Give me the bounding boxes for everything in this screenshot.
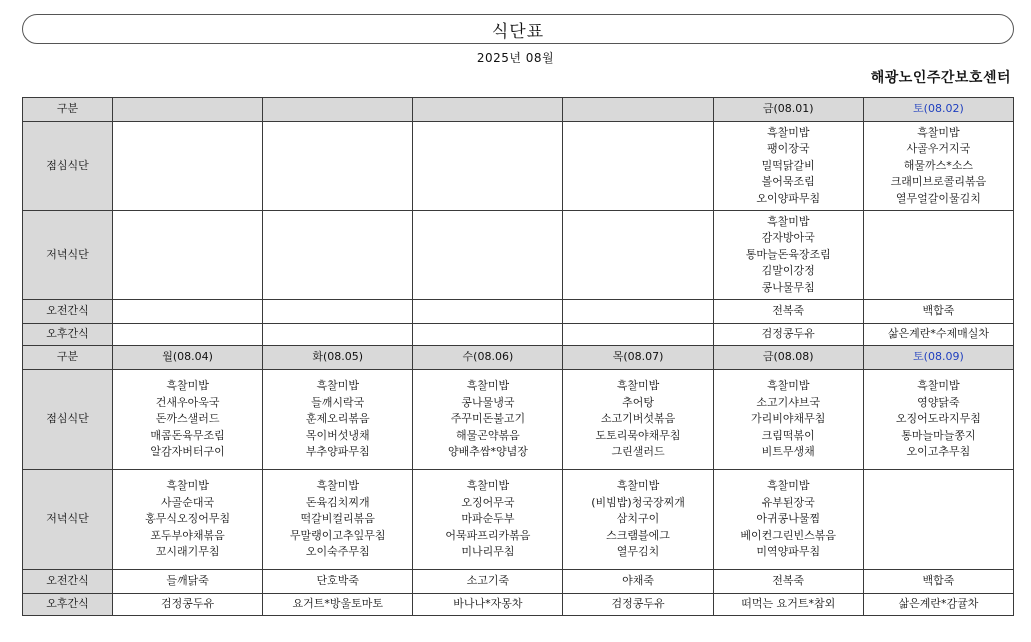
menu-item: 알감자버터구이 <box>150 445 225 459</box>
row-label-pm_snack: 오후간식 <box>23 594 113 616</box>
week2-lunch-row <box>23 370 1014 470</box>
menu-item: 흑찰미밥 <box>616 479 660 493</box>
day-header <box>563 98 713 122</box>
menu-item: 무말랭이고추잎무침 <box>289 528 386 542</box>
lunch-menu-cell <box>563 370 713 470</box>
menu-item: 들깨시락국 <box>311 395 365 409</box>
day-header: 화(08.05) <box>263 346 413 370</box>
menu-item: 콩나물냉국 <box>461 395 515 409</box>
day-header: 목(08.07) <box>563 346 713 370</box>
menu-item: 사골순대국 <box>161 495 215 509</box>
snack-cell <box>113 324 263 346</box>
menu-item: 돈육김치찌개 <box>305 495 370 509</box>
week2-header-row <box>23 346 1014 370</box>
menu-item: 홍무식오징어무침 <box>145 512 231 526</box>
day-header: 금(08.01) <box>713 98 863 122</box>
menu-item: 비트무생채 <box>761 445 815 459</box>
week1-pm_snack-row <box>23 324 1014 346</box>
menu-item: 흑찰미밥 <box>316 379 359 393</box>
dinner-menu-cell <box>713 470 863 570</box>
row-label-lunch: 점심식단 <box>23 122 113 211</box>
dinner-menu-cell <box>263 211 413 300</box>
lunch-menu-cell <box>113 370 263 470</box>
menu-item: 떡갈비컬리볶음 <box>300 512 375 526</box>
snack-cell <box>413 324 563 346</box>
menu-item: 도토리묵야채무침 <box>595 428 681 442</box>
menu-item: 스크램블에그 <box>606 528 670 542</box>
menu-item: 오징어무국 <box>461 495 515 509</box>
menu-item: 감자방아국 <box>761 231 815 245</box>
menu-item: 영양닭죽 <box>917 395 960 409</box>
menu-item: 소고기버섯볶음 <box>600 412 676 426</box>
menu-item: 사골우거지국 <box>906 142 971 156</box>
dinner-menu-cell <box>863 470 1013 570</box>
menu-item: 크래미브로콜리볶음 <box>890 175 987 189</box>
week2-am_snack-row <box>23 570 1014 594</box>
lunch-menu-cell <box>563 122 713 211</box>
menu-item: 흑찰미밥 <box>766 214 810 228</box>
row-label-header: 구분 <box>23 98 113 122</box>
snack-cell: 전복죽 <box>713 300 863 324</box>
menu-item: (비빔밥)청국장찌개 <box>591 495 685 509</box>
menu-item: 밀떡닭갈비 <box>761 158 815 172</box>
row-label-am_snack: 오전간식 <box>23 570 113 594</box>
menu-item: 주꾸미돈불고기 <box>450 412 526 426</box>
menu-item: 목이버섯냉채 <box>305 428 370 442</box>
menu-item: 오이양파무침 <box>756 191 821 205</box>
menu-item: 흑찰미밥 <box>166 379 209 393</box>
menu-item: 흑찰미밥 <box>616 379 660 393</box>
snack-cell <box>563 324 713 346</box>
lunch-menu-cell <box>713 122 863 211</box>
row-label-lunch: 점심식단 <box>23 370 113 470</box>
menu-item: 팽이장국 <box>766 142 810 156</box>
menu-item: 김말이강정 <box>761 264 815 278</box>
week1-header-row <box>23 98 1014 122</box>
menu-item: 흑찰미밥 <box>466 379 510 393</box>
menu-item: 양배추쌈*양념장 <box>447 445 528 459</box>
menu-item: 흑찰미밥 <box>917 125 960 139</box>
menu-table <box>22 97 1014 616</box>
week1-lunch-row <box>23 122 1014 211</box>
menu-table-body <box>23 98 1014 616</box>
day-header: 토(08.09) <box>863 346 1013 370</box>
row-label-dinner: 저녁식단 <box>23 211 113 300</box>
menu-item: 오징어도라지무침 <box>895 412 981 426</box>
menu-item: 추어탕 <box>622 395 654 409</box>
day-header: 수(08.06) <box>413 346 563 370</box>
day-header <box>113 98 263 122</box>
snack-cell <box>413 300 563 324</box>
day-header <box>413 98 563 122</box>
menu-item: 흑찰미밥 <box>766 379 810 393</box>
snack-cell: 백합죽 <box>863 570 1013 594</box>
lunch-menu-cell <box>863 122 1013 211</box>
dinner-menu-cell <box>263 470 413 570</box>
center-name: 해광노인주간보호센터 <box>870 70 1011 86</box>
menu-item: 열무얼갈이물김치 <box>895 191 981 205</box>
menu-item: 흑찰미밥 <box>166 479 209 493</box>
row-label-header: 구분 <box>23 346 113 370</box>
snack-cell: 검정콩두유 <box>563 594 713 616</box>
menu-item: 오이고추무침 <box>906 445 971 459</box>
row-label-am_snack: 오전간식 <box>23 300 113 324</box>
lunch-menu-cell <box>113 122 263 211</box>
menu-item: 훈제오리볶음 <box>305 412 370 426</box>
dinner-menu-cell <box>113 470 263 570</box>
menu-item: 매콤돈육무조림 <box>150 428 225 442</box>
snack-cell: 백합죽 <box>863 300 1013 324</box>
menu-item: 건새우아욱국 <box>155 395 220 409</box>
lunch-menu-cell <box>263 122 413 211</box>
lunch-menu-cell <box>263 370 413 470</box>
day-header <box>263 98 413 122</box>
snack-cell: 삶은계란*감귤차 <box>863 594 1013 616</box>
snack-cell <box>263 324 413 346</box>
menu-item: 흑찰미밥 <box>917 379 960 393</box>
page-title: 식단표 <box>491 21 545 42</box>
menu-item: 크림떡볶이 <box>761 428 815 442</box>
snack-cell <box>563 300 713 324</box>
row-label-dinner: 저녁식단 <box>23 470 113 570</box>
lunch-menu-cell <box>863 370 1013 470</box>
day-header: 금(08.08) <box>713 346 863 370</box>
dinner-menu-cell <box>413 211 563 300</box>
menu-item: 베이컨그린빈스볶음 <box>740 528 837 542</box>
dinner-menu-cell <box>413 470 563 570</box>
menu-item: 통마늘돈육장조림 <box>745 247 831 261</box>
snack-cell: 전복죽 <box>713 570 863 594</box>
dinner-menu-cell <box>113 211 263 300</box>
menu-item: 해물까스*소스 <box>903 158 974 172</box>
snack-cell: 바나나*자몽차 <box>413 594 563 616</box>
menu-item: 삼치구이 <box>616 512 660 526</box>
snack-cell: 검정콩두유 <box>713 324 863 346</box>
week1-am_snack-row <box>23 300 1014 324</box>
snack-cell: 야채죽 <box>563 570 713 594</box>
menu-item: 콩나물무침 <box>761 280 815 294</box>
week2-dinner-row <box>23 470 1014 570</box>
menu-item: 마파순두부 <box>461 512 515 526</box>
dinner-menu-cell <box>563 470 713 570</box>
menu-item: 흑찰미밥 <box>766 479 810 493</box>
menu-item: 해물곤약볶음 <box>456 428 520 442</box>
snack-cell: 단호박죽 <box>263 570 413 594</box>
dinner-menu-cell <box>713 211 863 300</box>
menu-item: 어묵파프리카볶음 <box>445 528 531 542</box>
menu-item: 미나리무침 <box>461 545 515 559</box>
snack-cell <box>263 300 413 324</box>
menu-item: 흑찰미밥 <box>766 125 810 139</box>
snack-cell: 소고기죽 <box>413 570 563 594</box>
lunch-menu-cell <box>413 122 563 211</box>
dinner-menu-cell <box>563 211 713 300</box>
snack-cell <box>113 300 263 324</box>
menu-item: 포두부야채볶음 <box>150 528 225 542</box>
snack-cell: 떠먹는 요거트*참외 <box>713 594 863 616</box>
menu-item: 그린샐러드 <box>611 445 665 459</box>
menu-item: 아귀콩나물찜 <box>756 512 821 526</box>
snack-cell: 삶은계란*수제매실차 <box>863 324 1013 346</box>
menu-item: 흑찰미밥 <box>316 479 359 493</box>
menu-item: 부추양파무침 <box>305 445 370 459</box>
menu-item: 볼어묵조림 <box>761 175 815 189</box>
menu-item: 소고기샤브국 <box>756 395 821 409</box>
menu-item: 꼬시래기무침 <box>155 545 220 559</box>
lunch-menu-cell <box>413 370 563 470</box>
dinner-menu-cell <box>863 211 1013 300</box>
snack-cell: 들깨닭죽 <box>113 570 263 594</box>
menu-item: 유부된장국 <box>761 495 815 509</box>
menu-item: 통마늘마늘쫑지 <box>901 428 976 442</box>
menu-item: 미역양파무침 <box>756 545 821 559</box>
date-label: 2025년 08월 <box>476 51 555 65</box>
snack-cell: 검정콩두유 <box>113 594 263 616</box>
day-header: 토(08.02) <box>863 98 1013 122</box>
lunch-menu-cell <box>713 370 863 470</box>
menu-item: 흑찰미밥 <box>466 479 510 493</box>
week1-dinner-row <box>23 211 1014 300</box>
title-box <box>22 14 1014 44</box>
snack-cell: 요거트*방울토마토 <box>263 594 413 616</box>
week2-pm_snack-row <box>23 594 1014 616</box>
menu-item: 돈까스샐러드 <box>155 412 220 426</box>
menu-item: 가리비야채무침 <box>751 412 826 426</box>
day-header: 월(08.04) <box>113 346 263 370</box>
menu-item: 열무김치 <box>616 545 660 559</box>
menu-item: 오이숙주무침 <box>305 545 370 559</box>
row-label-pm_snack: 오후간식 <box>23 324 113 346</box>
